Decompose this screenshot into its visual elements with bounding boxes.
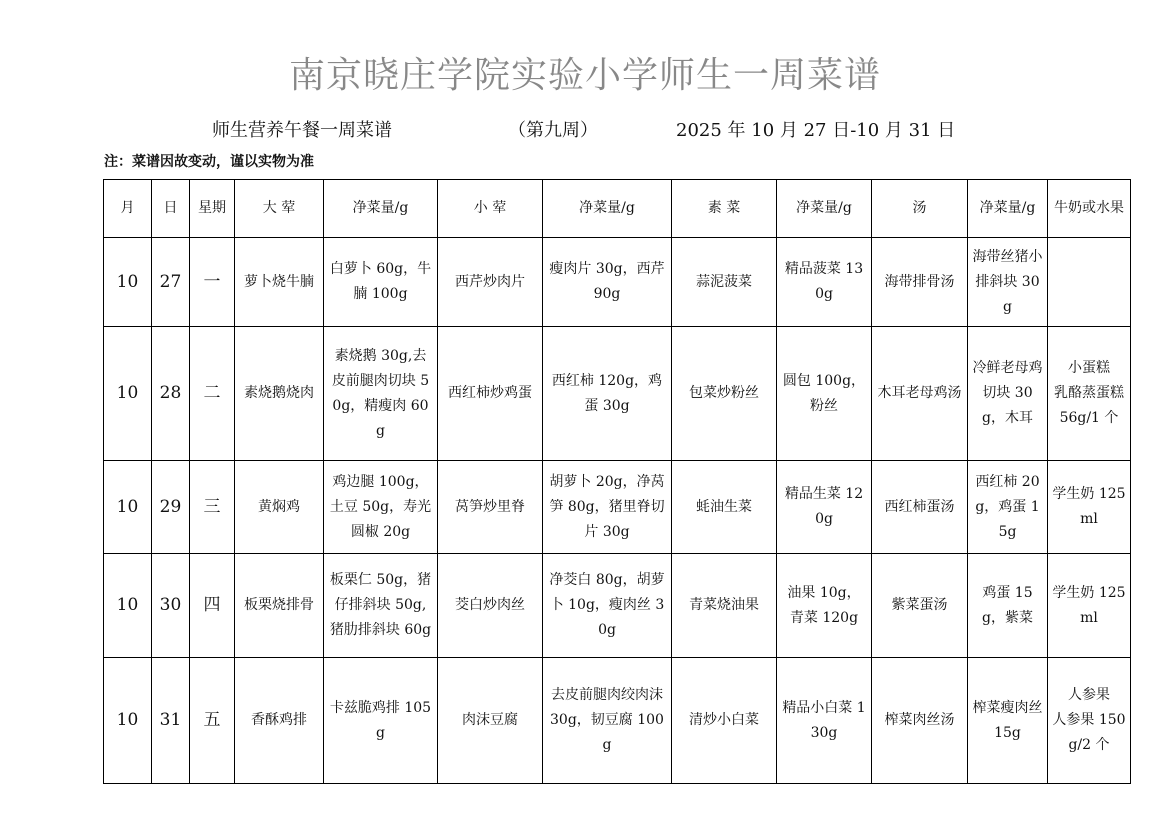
cell-weekday: 四	[190, 554, 235, 658]
cell-veg-qty: 精品生菜 120g	[777, 461, 872, 554]
cell-veg: 蚝油生菜	[672, 461, 777, 554]
cell-day: 27	[152, 238, 190, 327]
cell-soup-qty: 西红柿 20g，鸡蛋 15g	[968, 461, 1048, 554]
cell-soup: 海带排骨汤	[872, 238, 968, 327]
subtitle-label: 师生营养午餐一周菜谱	[212, 120, 392, 141]
cell-small-meat-qty: 净茭白 80g，胡萝卜 10g，瘦肉丝 30g	[543, 554, 672, 658]
page-title: 南京晓庄学院实验小学师生一周菜谱	[288, 55, 881, 96]
table-row	[104, 327, 1131, 461]
cell-veg-qty: 油果 10g，青菜 120g	[777, 554, 872, 658]
cell-soup-qty: 鸡蛋 15g，紫菜	[968, 554, 1048, 658]
cell-veg-qty: 圆包 100g，粉丝	[777, 327, 872, 461]
cell-soup: 紫菜蛋汤	[872, 554, 968, 658]
cell-extra: 学生奶 125ml	[1048, 554, 1131, 658]
cell-extra: 人参果 人参果 150g/2 个	[1048, 658, 1131, 784]
table-row	[104, 238, 1131, 327]
cell-small-meat-qty: 去皮前腿肉绞肉沫 30g，韧豆腐 100g	[543, 658, 672, 784]
menu-note: 注：菜谱因故变动，谨以实物为准	[104, 154, 314, 170]
cell-month: 10	[104, 238, 152, 327]
cell-month: 10	[104, 327, 152, 461]
cell-weekday: 三	[190, 461, 235, 554]
cell-month: 10	[104, 461, 152, 554]
cell-day: 28	[152, 327, 190, 461]
cell-small-meat: 肉沫豆腐	[438, 658, 543, 784]
header-milk-fruit: 牛奶或水果	[1048, 180, 1131, 238]
cell-big-meat-qty: 卡兹脆鸡排 105g	[324, 658, 438, 784]
cell-big-meat-qty: 鸡边腿 100g，土豆 50g，寿光圆椒 20g	[324, 461, 438, 554]
cell-big-meat: 板栗烧排骨	[235, 554, 324, 658]
header-small-meat-qty: 净菜量/g	[543, 180, 672, 238]
cell-small-meat: 莴笋炒里脊	[438, 461, 543, 554]
header-month: 月	[104, 180, 152, 238]
cell-big-meat-qty: 板栗仁 50g，猪仔排斜块 50g,猪肋排斜块 60g	[324, 554, 438, 658]
cell-big-meat: 素烧鹅烧肉	[235, 327, 324, 461]
table-row	[104, 554, 1131, 658]
header-veg: 素 菜	[672, 180, 777, 238]
cell-veg-qty: 精品小白菜 130g	[777, 658, 872, 784]
week-label: （第九周）	[508, 120, 598, 141]
cell-big-meat: 香酥鸡排	[235, 658, 324, 784]
cell-month: 10	[104, 554, 152, 658]
cell-soup: 木耳老母鸡汤	[872, 327, 968, 461]
table-row	[104, 461, 1131, 554]
cell-big-meat-qty: 素烧鹅 30g,去皮前腿肉切块 50g，精瘦肉 60g	[324, 327, 438, 461]
cell-small-meat-qty: 瘦肉片 30g，西芹 90g	[543, 238, 672, 327]
cell-big-meat-qty: 白萝卜 60g，牛腩 100g	[324, 238, 438, 327]
cell-soup: 榨菜肉丝汤	[872, 658, 968, 784]
cell-veg: 青菜烧油果	[672, 554, 777, 658]
cell-small-meat-qty: 西红柿 120g，鸡蛋 30g	[543, 327, 672, 461]
table-header-row	[104, 180, 1131, 238]
cell-day: 31	[152, 658, 190, 784]
cell-veg: 蒜泥菠菜	[672, 238, 777, 327]
cell-soup-qty: 榨菜瘦肉丝 15g	[968, 658, 1048, 784]
cell-day: 29	[152, 461, 190, 554]
cell-small-meat: 茭白炒肉丝	[438, 554, 543, 658]
cell-day: 30	[152, 554, 190, 658]
cell-veg: 包菜炒粉丝	[672, 327, 777, 461]
cell-soup: 西红柿蛋汤	[872, 461, 968, 554]
cell-weekday: 一	[190, 238, 235, 327]
menu-table	[103, 179, 1138, 784]
cell-big-meat: 黄焖鸡	[235, 461, 324, 554]
cell-small-meat-qty: 胡萝卜 20g，净莴笋 80g，猪里脊切片 30g	[543, 461, 672, 554]
header-weekday: 星期	[190, 180, 235, 238]
header-big-meat-qty: 净菜量/g	[324, 180, 438, 238]
cell-veg-qty: 精品菠菜 130g	[777, 238, 872, 327]
cell-soup-qty: 冷鲜老母鸡切块 30g，木耳	[968, 327, 1048, 461]
table-row	[104, 658, 1131, 784]
header-veg-qty: 净菜量/g	[777, 180, 872, 238]
cell-big-meat: 萝卜烧牛腩	[235, 238, 324, 327]
header-small-meat: 小 荤	[438, 180, 543, 238]
cell-extra	[1048, 238, 1131, 327]
header-big-meat: 大 荤	[235, 180, 324, 238]
subtitle-bar	[0, 116, 1170, 140]
header-day: 日	[152, 180, 190, 238]
cell-extra: 小蛋糕 乳酪蒸蛋糕 56g/1 个	[1048, 327, 1131, 461]
header-soup: 汤	[872, 180, 968, 238]
cell-small-meat: 西红柿炒鸡蛋	[438, 327, 543, 461]
cell-veg: 清炒小白菜	[672, 658, 777, 784]
cell-weekday: 二	[190, 327, 235, 461]
header-soup-qty: 净菜量/g	[968, 180, 1048, 238]
cell-soup-qty: 海带丝猪小排斜块 30g	[968, 238, 1048, 327]
cell-small-meat: 西芹炒肉片	[438, 238, 543, 327]
cell-weekday: 五	[190, 658, 235, 784]
cell-month: 10	[104, 658, 152, 784]
date-range: 2025 年 10 月 27 日-10 月 31 日	[676, 120, 956, 141]
cell-extra: 学生奶 125ml	[1048, 461, 1131, 554]
